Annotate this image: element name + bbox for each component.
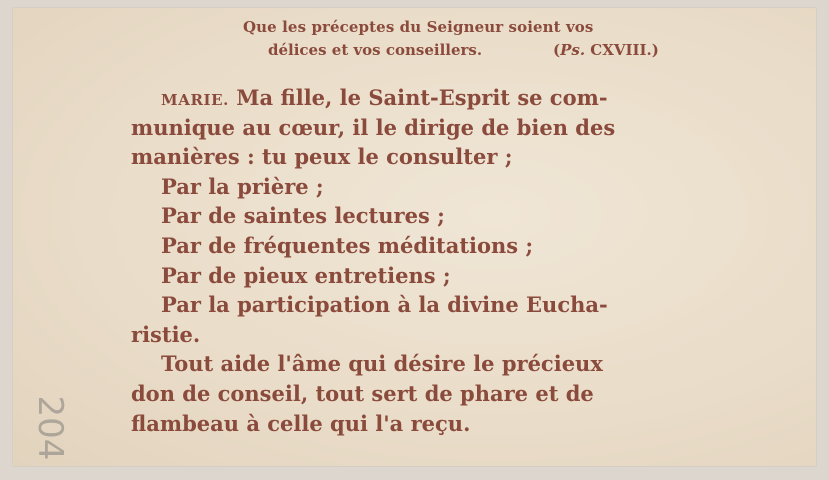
body-line: don de conseil, tout sert de phare et de <box>131 380 594 406</box>
epigraph-line-1: Que les préceptes du Seigneur soient vos <box>243 18 594 36</box>
body-line: manières : tu peux le consulter ; <box>131 144 513 170</box>
epigraph-line-2: délices et vos conseillers. <box>268 41 483 59</box>
body-line: Par de pieux entretiens ; <box>161 262 451 288</box>
devotional-card <box>13 8 816 466</box>
reference-number: CXVIII.) <box>590 41 659 59</box>
reference-book: Ps. <box>560 41 586 59</box>
body-line: Tout aide l'âme qui désire le précieux <box>161 351 603 377</box>
body-line: munique au cœur, il le dirige de bien des <box>131 114 616 140</box>
speaker-name: MARIE. <box>161 91 229 109</box>
body-line: MARIE. Ma fille, le Saint-Esprit se com- <box>161 85 608 110</box>
body-line: Par de saintes lectures ; <box>161 203 445 229</box>
body-line: ristie. <box>131 321 201 347</box>
scripture-reference <box>553 39 659 62</box>
reference-open: ( <box>553 41 561 59</box>
body-line: Par de fréquentes méditations ; <box>161 232 534 258</box>
body-line: Par la prière ; <box>161 173 324 199</box>
body-text <box>131 83 671 438</box>
pencil-margin-note: 204 <box>30 395 70 461</box>
body-line: flambeau à celle qui l'a reçu. <box>131 410 471 436</box>
body-line: Par la participation à la divine Eucha- <box>161 292 608 318</box>
